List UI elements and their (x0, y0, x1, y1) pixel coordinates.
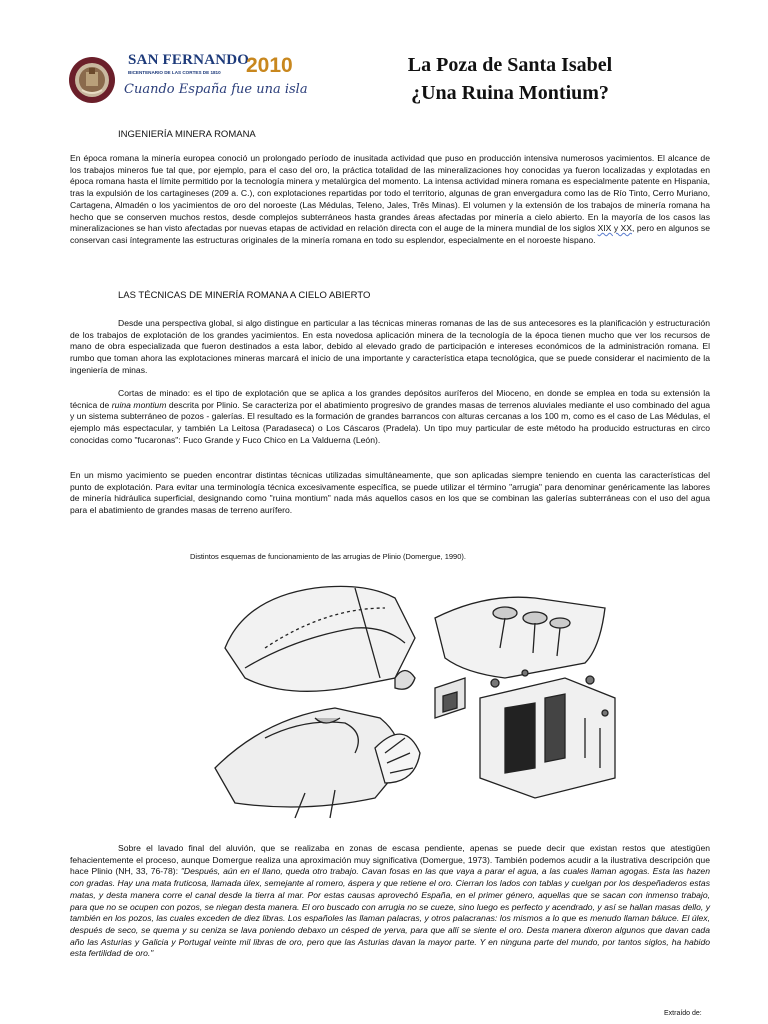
paragraph-text: Sobre el lavado final del aluvión, que se realizaba en zonas de escasa pendiente, apenas se puede decir que existan restos que atestigüen fehacientemente el proceso, aunque Domergue realiza una aproximación muy significativa (Domergue, 1973). También podemos acudir a la ilustrativa descripción que hace Plinio (NH, 33, 76-78): (70, 843, 710, 877)
logo-year: 2010 (246, 54, 293, 77)
italic-term: ruina montium (111, 399, 167, 410)
paragraph-perspectiva: Desde una perspectiva global, si algo distingue en particular a las técnicas mineras romanas de las de sus antecesores es la planificación y estructuración de los trabajos de explotación de los grandes yacimientos. En esta novedosa aplicación minera de la tecnología de la época tienen mucho que ver los recursos de mano de obra especializada que fueron destinados a esta labor, debido al elevado grado de participación e intereses económicos de la administración romana. El rumbo que toman ahora las explotaciones mineras marcará el inicio de una importante y característica etapa tecnológica, que se puede considerar el nacimiento de la ingeniería de minas. (70, 318, 710, 375)
logo-motto: Cuando España fue una isla (124, 82, 308, 97)
bicentenary-logo (120, 48, 308, 106)
plinio-quote: "Después, aún en el llano, queda otro trabajo. Cavan fosas en las que vaya a parar el agua, a las cuales llaman agogas. Esta las hazen con gradas. Hay una mata fruticosa, llamada úlex, semejante al romero, áspera y que retiene el oro. Cierran los lados con tablas y cuelgan por los despeñaderos estas matas, y desta manera corre el canal desde la tierra al mar. Por estas causas aprovechó España, en el primer género, aquellas que se sacan con inmenso trabajo, para que no se ocupen con pozos, se niegan desta manera. El oro buscado con arrugia no se cueze, sino luego es perfecto y acendrado, y así se hallan masas dello, y también en los pozos, las cuales exceden de diez libras. Los españoles las llaman palacras, y otros palacranas: los mismos a lo que es menudo llaman báluce. El úlex, después de seco, se quema y su ceniza se lava poniendo debaxo un césped de yerva, para que allí se siente el oro. Desta manera dixeron algunos que davan cada año las Asturias y Galicia y Portugal veinte mil libras de oro, pero que las Asturias davan la mayor parte. Y en ninguna parte del mundo, por tantos siglos, ha habido esta fertilidad de oro." (70, 866, 710, 959)
page-title: La Poza de Santa Isabel (407, 54, 613, 76)
page-subtitle: ¿Una Ruina Montium? (411, 82, 609, 104)
paragraph-text-end: descrita por Plinio. Se caracteriza por el abatimiento progresivo de grandes masas de terrenos aluviales mediante el uso combinado del agua y un sistema subterráneo de pozos - galerías. El resultado es la formación de grandes barrancos con alturas cercanas a los 100 m, como es el caso de Las Médulas, el ejemplo más espectacular, y también La Leitosa (Paradaseca) o Los Cáscaros (Pradela). Un tipo muy particular de este método ha producido estructuras en circo conocidas como "fucaronas": Fuco Grande y Fuco Chico en La Valduerna (León). (70, 399, 711, 445)
underlined-centuries: XIX y XX (597, 223, 633, 234)
paragraph-text: En época romana la minería europea conoció un prolongado período de inusitada actividad que puso en producción intensiva numerosos yacimientos. El alcance de los trabajos mineros fue tal que, por ejemplo, para el caso del oro, la práctica totalidad de las mineralizaciones hoy conocidas ya fueron localizadas y explotadas en época romana hasta el límite permitido por la tecnología minera y metalúrgica del momento. La intensa actividad minera romana es especialmente patente en Hispania, tras la expulsión de los cartagineses (209 a. C.), con explotaciones repartidas por todo el territorio, algunas de gran envergadura como las de Río Tinto, Cerro Muriano, Cartagena, Almadén o los yacimientos de oro del noroeste (Las Médulas, Teleno, Jales, Três Minas). El volumen y la extensión de los trabajos de minería romana ha hecho que se conserven muchos restos, desde complejos subterráneos hasta grandes áreas afectadas por minería a cielo abierto. En la mayoría de los casos las mineralizaciones se han visto afectadas por nuevas etapas de actividad en relación directa con el auge de la minera mundial de los siglos (70, 153, 710, 234)
section-heading-tecnicas: LAS TÉCNICAS DE MINERÍA ROMANA A CIELO ABIERTO (118, 290, 371, 301)
figure-caption: Distintos esquemas de funcionamiento de las arrugias de Plinio (Domergue, 1990). (190, 552, 466, 561)
logo-title: SAN FERNANDO (128, 52, 250, 68)
extracted-from-label: Extraído de: (664, 1010, 702, 1017)
section-heading-ingenieria: INGENIERÍA MINERA ROMANA (118, 129, 256, 140)
city-seal-logo (68, 56, 116, 104)
paragraph-arrugia: En un mismo yacimiento se pueden encontrar distintas técnicas utilizadas simultáneamente, que son aplicadas siempre teniendo en cuenta las características del punto de explotación. Para evitar una terminología técnica excesivamente específica, se puede utilizar el término "arrugia" para denominar genéricamente las labores de minería hidráulica superficial, designando como "ruina montium" nada más aquellos casos en los que se combinan las galerías subterráneas con el uso del agua para el abatimiento de grandes masas de terreno aurífero. (70, 470, 710, 516)
paragraph-ingenieria (70, 153, 710, 247)
paragraph-text: Cortas de minado: es el tipo de explotación que se aplica a los grandes depósitos auríferos del Mioceno, en donde se emplea en toda su extensión la técnica de (70, 388, 710, 410)
logo-subtitle: BICENTENARIO DE LAS CORTES DE 1810 (128, 70, 221, 75)
paragraph-text-end: , pero en algunos se conservan casi íntegramente las estructuras originales de la minería romana en todo su esplendor, especialmente en el noroeste hispano. (70, 223, 711, 245)
paragraph-cortas (70, 388, 710, 447)
arrugia-diagram-figure (205, 568, 625, 828)
paragraph-lavado (70, 843, 710, 960)
